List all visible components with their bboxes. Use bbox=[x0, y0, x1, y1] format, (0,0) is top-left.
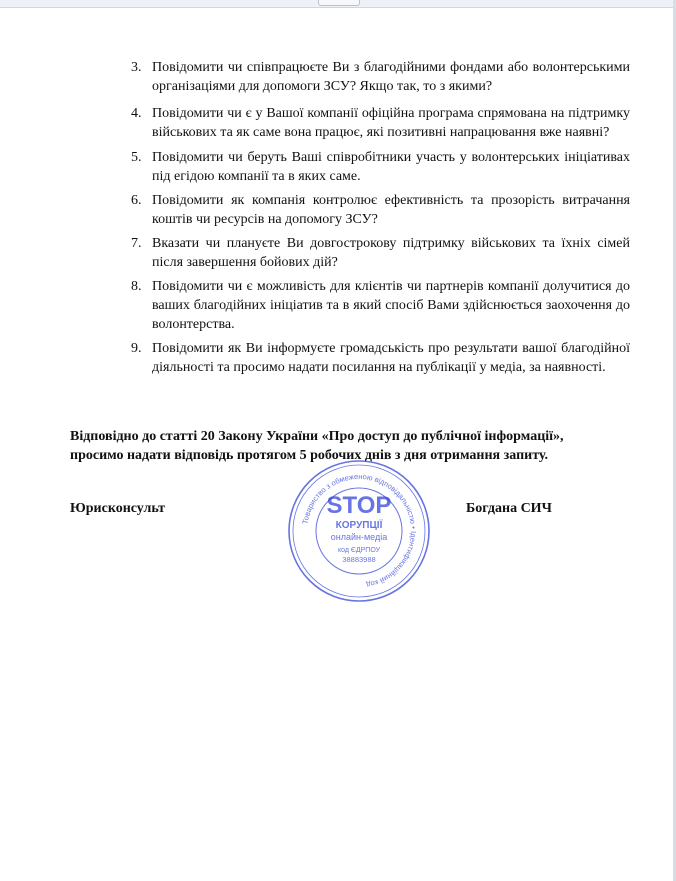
list-item-text: Повідомити як компанія контролює ефективність та прозорість витрачання коштів чи ресурсів на допомогу ЗСУ? bbox=[152, 193, 630, 227]
list-item-text: Повідомити як Ви інформуєте громадськість про результати вашої благодійної діяльності та просимо надати посилання на публікації у медіа, за наявності. bbox=[152, 341, 630, 375]
list-item bbox=[118, 58, 630, 96]
list-item-text: Повідомити чи співпрацюєте Ви з благодійними фондами або волонтерськими організаціями для допомоги ЗСУ? Якщо так, то з якими? bbox=[152, 60, 630, 94]
stamp-subtitle: КОРУПЦІЇ bbox=[335, 520, 383, 531]
stamp-code: 38883988 bbox=[342, 555, 376, 564]
list-item-text: Повідомити чи є можливість для клієнтів чи партнерів компанії долучитися до ваших благодійних ініціатив та в який спосіб Вами здійснюється заохочення до волонтерства. bbox=[152, 279, 630, 332]
list-item-number: 8. bbox=[131, 279, 142, 294]
legal-line-1: Відповідно до статті 20 Закону України «Про доступ до публічної інформації», bbox=[70, 429, 564, 444]
signatory-role: Юрисконсульт bbox=[70, 501, 166, 516]
list-item bbox=[118, 277, 630, 334]
list-item-number: 5. bbox=[131, 150, 142, 165]
request-list bbox=[118, 58, 630, 377]
list-item-number: 3. bbox=[131, 60, 142, 75]
list-item-text: Повідомити чи є у Вашої компанії офіційна програма спрямована на підтримку військових та як саме вона працює, які позитивні напрацювання вже наявні? bbox=[152, 106, 630, 140]
list-item-number: 4. bbox=[131, 106, 142, 121]
stamp-title: STOP bbox=[326, 492, 392, 519]
viewer-top-bar bbox=[0, 0, 676, 8]
stamp-ring-text: Товариство з обмеженою відповідальністю • Ідентифікаційний код bbox=[300, 471, 419, 590]
list-item-number: 9. bbox=[131, 341, 142, 356]
list-item bbox=[118, 234, 630, 272]
list-item bbox=[118, 191, 630, 229]
list-item bbox=[118, 339, 630, 377]
viewer-tab-handle[interactable] bbox=[318, 0, 360, 6]
list-item bbox=[118, 148, 630, 186]
list-item-number: 7. bbox=[131, 236, 142, 251]
list-item-number: 6. bbox=[131, 193, 142, 208]
list-item-text: Вказати чи плануєте Ви довгострокову підтримку військових та їхніх сімей після завершення бойових дій? bbox=[152, 236, 630, 270]
stamp-media: онлайн-медіа bbox=[330, 532, 388, 542]
signatory-name: Богдана СИЧ bbox=[466, 501, 552, 516]
company-stamp bbox=[284, 456, 434, 606]
legal-line-2: просимо надати відповідь протягом 5 робочих днів з дня отримання запиту. bbox=[70, 448, 548, 463]
stamp-code-label: код ЄДРПОУ bbox=[337, 547, 381, 554]
list-item-text: Повідомити чи беруть Ваші співробітники участь у волонтерських ініціативах під егідою компанії та в яких саме. bbox=[152, 150, 630, 184]
list-item bbox=[118, 104, 630, 142]
